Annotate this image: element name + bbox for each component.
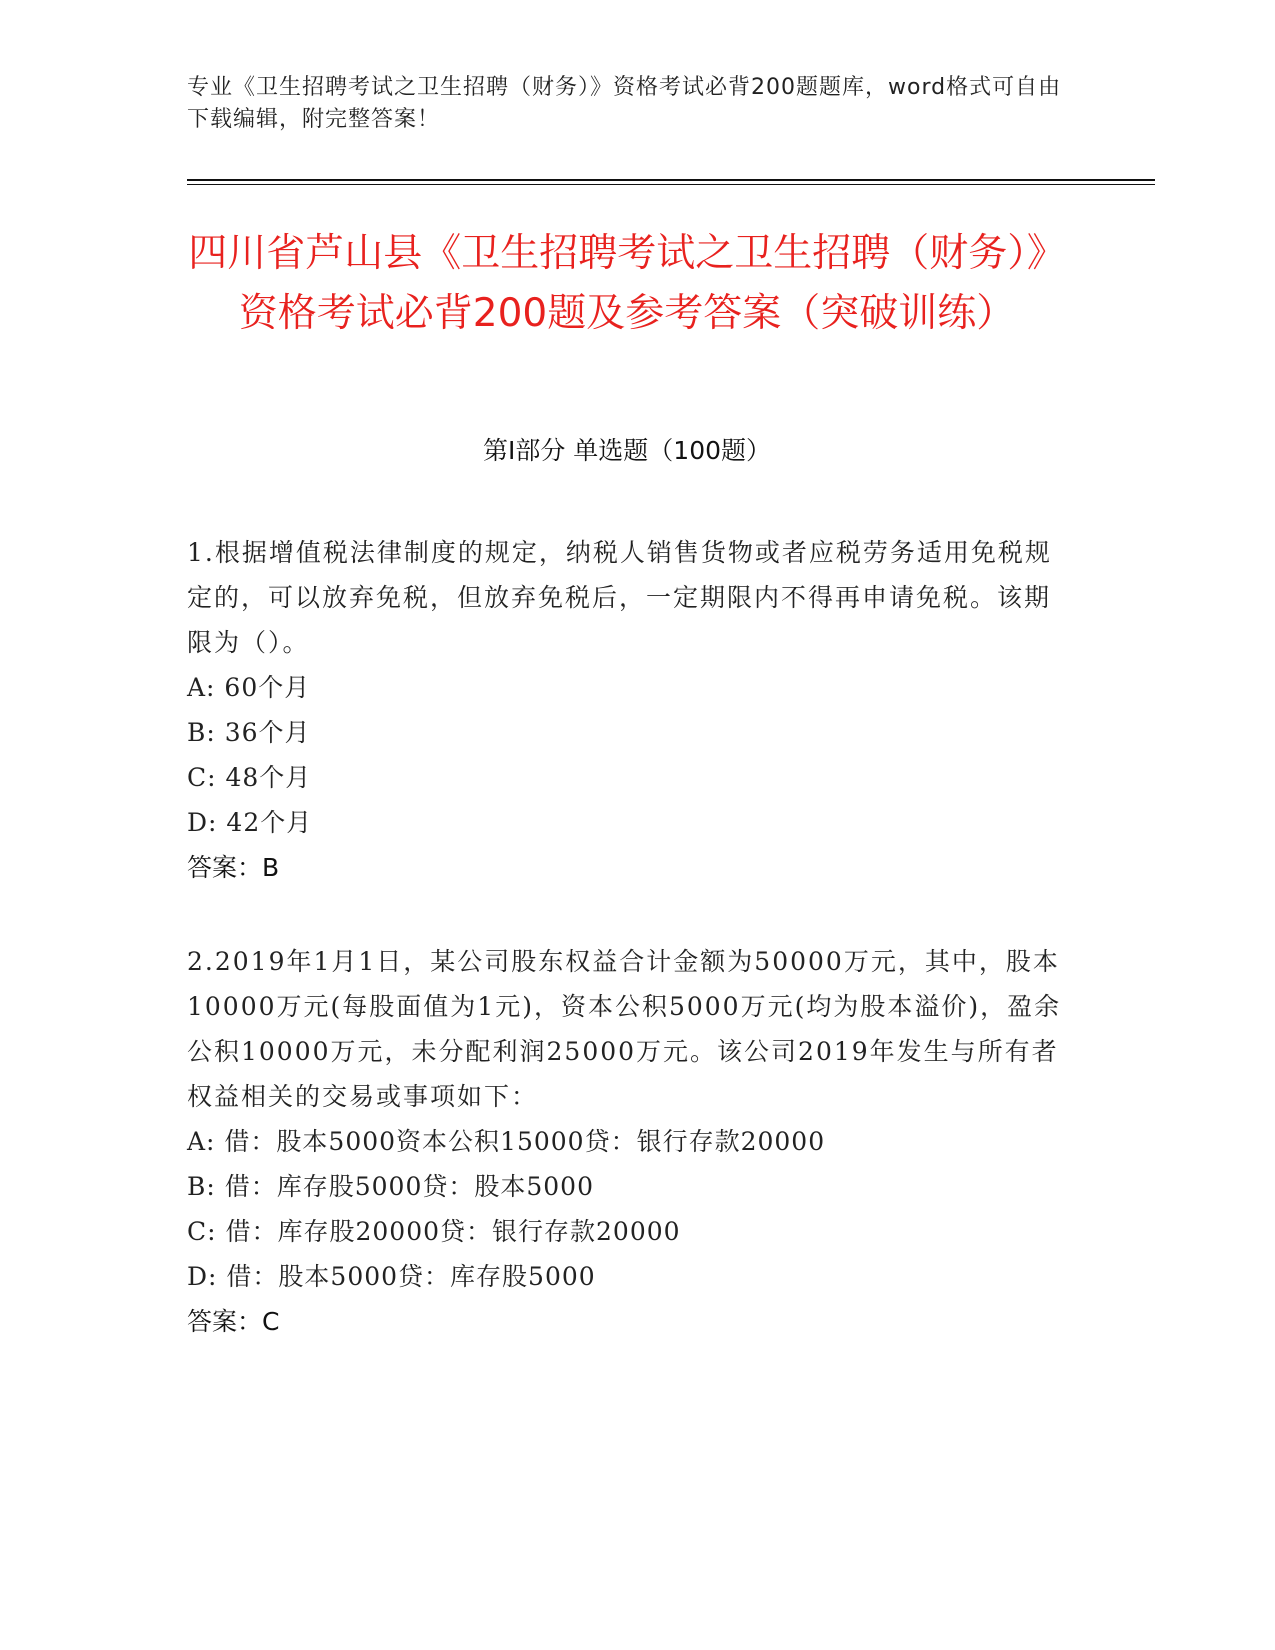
answer-line: 答案：C bbox=[187, 1307, 280, 1336]
document-title: 四川省芦山县《卫生招聘考试之卫生招聘（财务）》资格考试必背200题及参考答案（突破训练） bbox=[188, 231, 1066, 336]
question-stem: 1.根据增值税法律制度的规定，纳税人销售货物或者应税劳务适用免税规定的，可以放弃免税，但放弃免税后，一定期限内不得再申请免税。该期限为（）。 bbox=[187, 538, 1052, 657]
section-heading: 第I部分 单选题（100题） bbox=[482, 436, 772, 465]
question-1 bbox=[187, 530, 1067, 890]
option-b: B: 借：库存股5000贷：股本5000 bbox=[187, 1172, 594, 1201]
header-divider-thin bbox=[187, 184, 1155, 185]
option-c: C: 借：库存股20000贷：银行存款20000 bbox=[187, 1217, 681, 1246]
option-b: B: 36个月 bbox=[187, 718, 311, 747]
option-a: A: 借：股本5000资本公积15000贷：银行存款20000 bbox=[187, 1127, 826, 1156]
answer-line: 答案：B bbox=[187, 853, 280, 882]
question-2 bbox=[187, 939, 1067, 1344]
option-c: C: 48个月 bbox=[187, 763, 312, 792]
option-d: D: 借：股本5000贷：库存股5000 bbox=[187, 1262, 596, 1291]
question-stem: 2.2019年1月1日，某公司股东权益合计金额为50000万元，其中，股本10000万元(每股面值为1元)，资本公积5000万元(均为股本溢价)，盈余公积10000万元，未分配利润25000万元。该公司2019年发生与所有者权益相关的交易或事项如下： bbox=[187, 947, 1062, 1111]
option-d: D: 42个月 bbox=[187, 808, 313, 837]
header-divider-thick bbox=[187, 179, 1155, 181]
option-a: A: 60个月 bbox=[187, 673, 311, 702]
header-note: 专业《卫生招聘考试之卫生招聘（财务）》资格考试必背200题题库，word格式可自由下载编辑，附完整答案！ bbox=[187, 75, 1062, 132]
